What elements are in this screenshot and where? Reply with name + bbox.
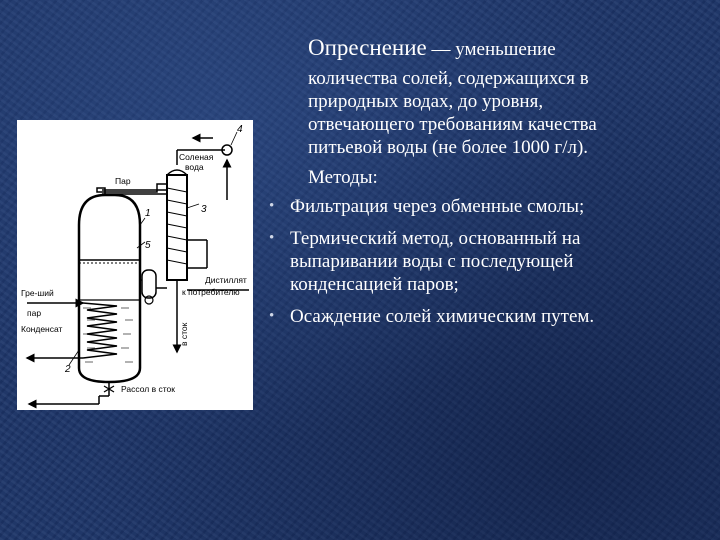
heating-coil	[83, 303, 117, 358]
desalination-diagram	[17, 120, 253, 410]
num-1: 1	[145, 208, 151, 219]
label-heating-steam-2: пар	[27, 308, 42, 318]
num-3: 3	[201, 204, 207, 215]
bullet-line: выпаривании воды с последующей	[290, 251, 574, 272]
bullet-line: Фильтрация через обменные смолы;	[290, 196, 585, 217]
bullet-dot-icon: •	[269, 230, 275, 246]
num-2: 2	[65, 364, 71, 375]
label-salt-water-1: Соленая	[179, 152, 214, 162]
bullet-dot-icon: •	[269, 198, 275, 214]
methods-heading: Методы:	[308, 167, 378, 188]
label-steam: Пар	[115, 176, 131, 186]
label-distillate-2: к потребителю	[182, 287, 240, 297]
definition-line: питьевой воды (не более 1000 г/л).	[308, 137, 589, 158]
num-4: 4	[237, 124, 243, 135]
slide-text	[268, 34, 708, 337]
term: Опреснение	[308, 35, 427, 60]
label-condensate: Конденсат	[21, 324, 63, 334]
bullet-line: конденсацией паров;	[290, 274, 459, 295]
definition-line: природных водах, до уровня,	[308, 91, 544, 112]
definition-heading	[308, 34, 708, 65]
desalination-diagram-svg	[17, 120, 253, 410]
bullet-line: Термический метод, основанный на	[290, 228, 581, 249]
label-salt-water-2: вода	[185, 162, 204, 172]
list-item	[268, 195, 708, 218]
label-heating-steam-1: Гре-ший	[21, 288, 54, 298]
num-5: 5	[145, 240, 151, 251]
term-definition: — уменьшение	[426, 39, 556, 60]
definition-line: отвечающего требованиям качества	[308, 114, 597, 135]
bullet-dot-icon: •	[269, 308, 275, 324]
methods-list	[268, 195, 708, 328]
label-drain: в сток	[179, 322, 189, 346]
label-distillate-1: Дистиллят	[205, 275, 247, 285]
list-item	[268, 227, 708, 296]
definition-text	[308, 67, 708, 159]
bullet-line: Осаждение солей химическим путем.	[290, 306, 595, 327]
definition-line: количества солей, содержащихся в	[308, 68, 589, 89]
list-item	[268, 305, 708, 328]
evaporator-vessel	[79, 195, 140, 382]
label-brine-drain: Рассол в сток	[121, 384, 175, 394]
